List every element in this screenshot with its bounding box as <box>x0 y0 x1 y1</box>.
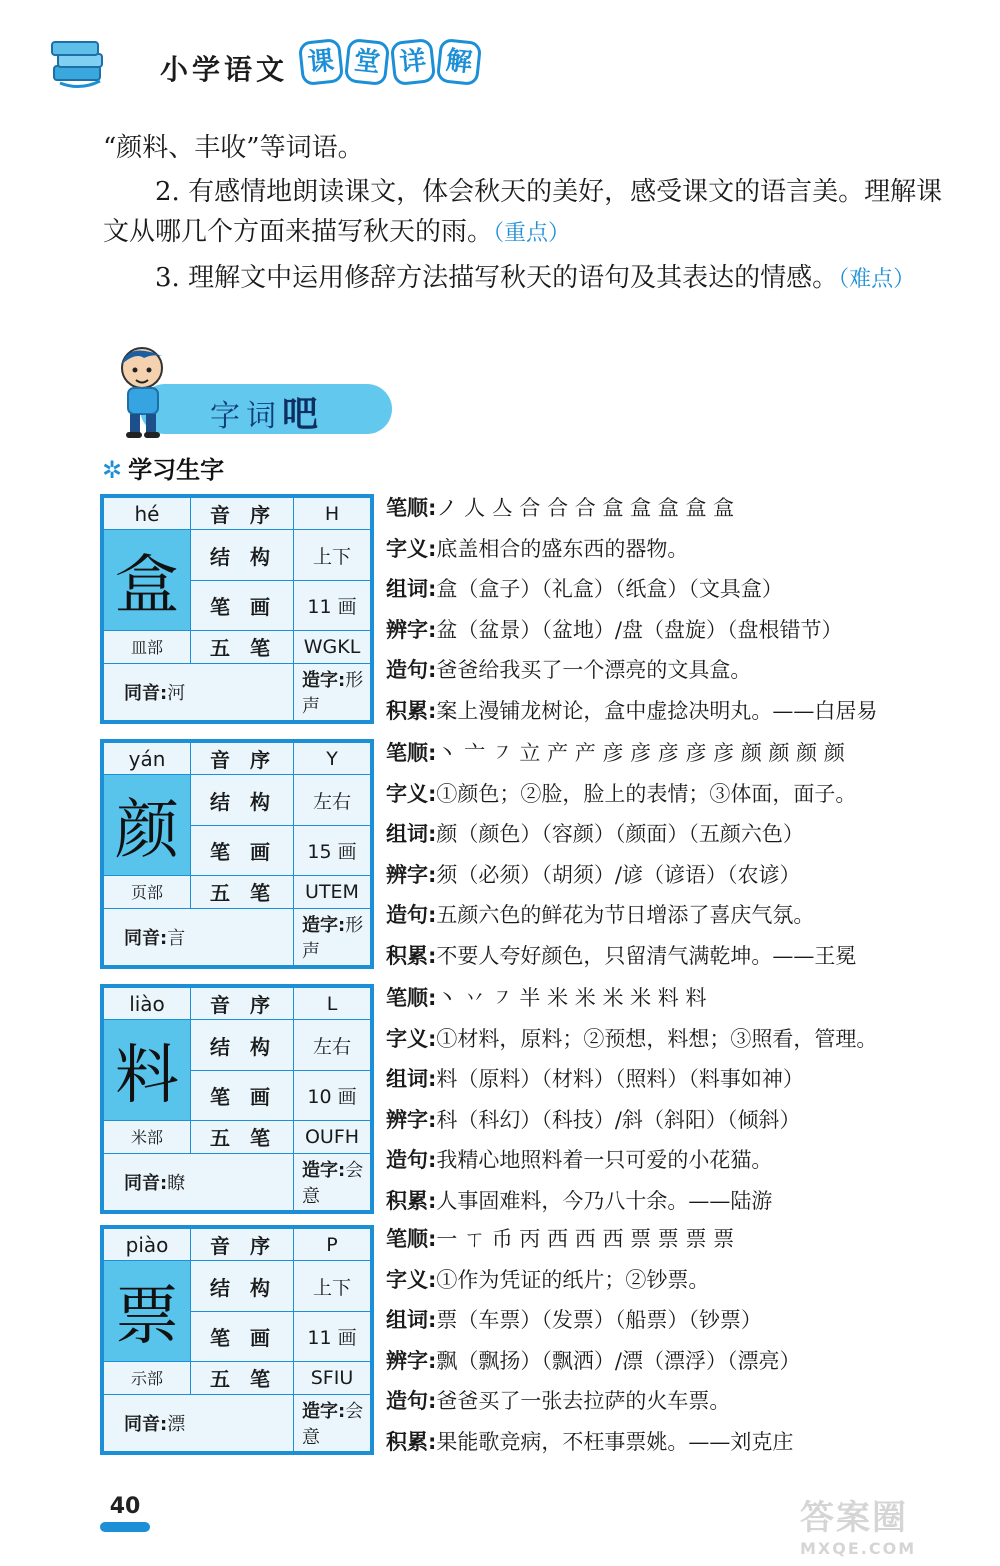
label-yinxu: 音序 <box>191 1229 294 1261</box>
label-zaozi: 造字: <box>302 669 346 691</box>
formation <box>294 663 371 720</box>
value-bishun: ノ 人 亼 合 合 合 盒 盒 盒 盒 盒 <box>436 496 735 520</box>
info-row-accumulate <box>386 1181 986 1222</box>
value-bishun: 丶 亠 ㇇ 立 产 产 彦 彦 彦 彦 彦 颜 颜 颜 颜 <box>436 741 845 765</box>
label-tongyin: 同音: <box>124 927 168 949</box>
series-title <box>300 40 480 84</box>
banner-text: 字词 <box>210 399 282 434</box>
value-tongyin: 河 <box>167 682 186 704</box>
value-tongyin: 漂 <box>167 1413 186 1435</box>
label-zaoju: 造句: <box>386 1389 437 1413</box>
label-zaoju: 造句: <box>386 903 437 927</box>
page-number-bar <box>100 1522 150 1532</box>
label-wubi: 五笔 <box>191 631 294 663</box>
value-bihua: 10 画 <box>294 1070 371 1120</box>
value-zuci: 颜（颜色）（容颜）（颜面）（五颜六色） <box>436 822 804 846</box>
character-table <box>103 1228 371 1452</box>
value-wubi: WGKL <box>294 631 371 663</box>
label-bishun: 笔顺: <box>386 496 437 520</box>
banner-emphasis: 吧 <box>282 394 325 435</box>
info-row-stroke-order <box>386 488 986 529</box>
label-zaoju: 造句: <box>386 658 437 682</box>
value-jilei: 果能歌竞病，不枉事票姚。——刘克庄 <box>436 1429 794 1454</box>
label-bishun: 笔顺: <box>386 986 437 1010</box>
homophone <box>104 908 294 965</box>
info-row-words <box>386 1300 986 1341</box>
value-yinxu: H <box>294 498 371 530</box>
character: 票 <box>104 1261 191 1362</box>
info-row-sentence <box>386 1381 986 1422</box>
value-zaoju: 五颜六色的鲜花为节日增添了喜庆气氛。 <box>436 903 815 927</box>
value-zuci: 料（原料）（材料）（照料）（料事如神） <box>436 1067 804 1091</box>
value-bianzi: 飘（飘扬）（飘洒）/漂（漂浮）（漂亮） <box>436 1348 801 1373</box>
series-char: 堂 <box>344 38 390 86</box>
info-row-words <box>386 569 986 610</box>
character: 料 <box>104 1020 191 1121</box>
info-row-meaning <box>386 529 986 570</box>
label-zaozi: 造字: <box>302 1400 346 1422</box>
pinyin: hé <box>104 498 191 530</box>
character-info <box>386 733 986 976</box>
info-row-accumulate <box>386 691 986 732</box>
value-zaozi: 会意 <box>302 1159 364 1207</box>
label-zuci: 组词: <box>386 822 437 846</box>
info-row-accumulate <box>386 1422 986 1463</box>
label-jilei: 积累: <box>386 1429 437 1454</box>
pinyin: piào <box>104 1229 191 1261</box>
label-ziyi: 字义: <box>386 1267 437 1292</box>
label-tongyin: 同音: <box>124 682 168 704</box>
objective-text: 2. 有感情地朗读课文，体会秋天的美好，感受课文的语言美。理解课文从哪几个方面来描写秋天的雨。 <box>103 177 943 247</box>
info-row-meaning <box>386 774 986 815</box>
label-jilei: 积累: <box>386 698 437 723</box>
label-jiegou: 结构 <box>191 530 294 580</box>
value-yinxu: Y <box>294 743 371 775</box>
character-card <box>100 984 374 1214</box>
value-ziyi: ①颜色；②脸，脸上的表情；③体面，面子。 <box>436 781 857 806</box>
radical: 米部 <box>104 1121 191 1153</box>
pinyin: liào <box>104 988 191 1020</box>
label-jiegou: 结构 <box>191 1020 294 1070</box>
formation <box>294 1394 371 1451</box>
label-bihua: 笔画 <box>191 825 294 875</box>
books-icon <box>50 36 110 90</box>
info-row-distinguish <box>386 855 986 896</box>
value-bianzi: 须（必须）（胡须）/谚（谚语）（农谚） <box>436 862 801 887</box>
character-table <box>103 742 371 966</box>
info-row-stroke-order <box>386 978 986 1019</box>
radical: 示部 <box>104 1362 191 1394</box>
label-bianzi: 辨字: <box>386 1348 437 1373</box>
value-bihua: 11 画 <box>294 1311 371 1361</box>
info-row-words <box>386 1059 986 1100</box>
value-zaozi: 形声 <box>302 914 364 962</box>
value-jilei: 案上漫铺龙树论，盒中虚捻决明丸。——白居易 <box>436 698 878 723</box>
value-tongyin: 言 <box>167 927 186 949</box>
info-row-distinguish <box>386 610 986 651</box>
watermark-line-1: 答案圈 <box>800 1498 908 1538</box>
value-wubi: OUFH <box>294 1121 371 1153</box>
label-zuci: 组词: <box>386 1308 437 1332</box>
value-bishun: 一 ㄒ 币 丙 西 西 西 票 票 票 票 <box>436 1227 735 1251</box>
value-jiegou: 上下 <box>294 1261 371 1311</box>
intro-paragraph-3 <box>103 258 963 300</box>
info-row-meaning <box>386 1019 986 1060</box>
label-bishun: 笔顺: <box>386 741 437 765</box>
label-zaoju: 造句: <box>386 1148 437 1172</box>
value-ziyi: 底盖相合的盛东西的器物。 <box>436 536 689 561</box>
info-row-stroke-order <box>386 733 986 774</box>
info-row-distinguish <box>386 1100 986 1141</box>
label-yinxu: 音序 <box>191 988 294 1020</box>
label-tongyin: 同音: <box>124 1413 168 1435</box>
label-zaozi: 造字: <box>302 1159 346 1181</box>
info-row-words <box>386 814 986 855</box>
series-char: 课 <box>298 38 344 86</box>
label-bishun: 笔顺: <box>386 1227 437 1251</box>
value-wubi: SFIU <box>294 1362 371 1394</box>
label-bianzi: 辨字: <box>386 862 437 887</box>
character-info <box>386 488 986 731</box>
value-zuci: 票（车票）（发票）（船票）（钞票） <box>436 1308 762 1332</box>
value-jiegou: 左右 <box>294 1020 371 1070</box>
section-title-text: 学习生字 <box>128 456 225 484</box>
section-banner <box>100 342 400 442</box>
label-zuci: 组词: <box>386 1067 437 1091</box>
series-char: 解 <box>436 38 482 86</box>
value-zaozi: 形声 <box>302 669 364 717</box>
label-jilei: 积累: <box>386 943 437 968</box>
info-row-distinguish <box>386 1341 986 1382</box>
series-char: 详 <box>390 38 436 86</box>
value-zaoju: 爸爸给我买了一个漂亮的文具盒。 <box>436 658 752 682</box>
character-table <box>103 497 371 721</box>
label-bihua: 笔画 <box>191 1311 294 1361</box>
value-jilei: 不要人夸好颜色，只留清气满乾坤。——王冕 <box>436 943 857 968</box>
key-point-tag: （重点） <box>493 221 571 246</box>
page-number-text: 40 <box>109 1494 141 1519</box>
value-yinxu: P <box>294 1229 371 1261</box>
radical: 页部 <box>104 876 191 908</box>
info-row-meaning <box>386 1260 986 1301</box>
difficulty-tag: （难点） <box>838 267 916 292</box>
pinyin: yán <box>104 743 191 775</box>
value-zaozi: 会意 <box>302 1400 364 1448</box>
value-bianzi: 科（科幻）（科技）/斜（斜阳）（倾斜） <box>436 1107 801 1132</box>
character-info <box>386 1219 986 1462</box>
info-row-sentence <box>386 895 986 936</box>
value-jiegou: 左右 <box>294 775 371 825</box>
value-bianzi: 盆（盆景）（盆地）/盘（盘旋）（盘根错节） <box>436 617 843 642</box>
label-bianzi: 辨字: <box>386 1107 437 1132</box>
label-zuci: 组词: <box>386 577 437 601</box>
label-wubi: 五笔 <box>191 1362 294 1394</box>
character-card <box>100 739 374 969</box>
value-ziyi: ①作为凭证的纸片；②钞票。 <box>436 1267 710 1292</box>
label-wubi: 五笔 <box>191 876 294 908</box>
formation <box>294 908 371 965</box>
watermark-line-2: MXQE.COM <box>800 1539 917 1558</box>
info-row-sentence <box>386 650 986 691</box>
subject-title: 小学语文 <box>160 53 289 86</box>
banner-title <box>210 386 324 437</box>
label-ziyi: 字义: <box>386 781 437 806</box>
objective-text: 3. 理解文中运用修辞方法描写秋天的语句及其表达的情感。 <box>155 263 839 293</box>
watermark <box>800 1490 980 1560</box>
homophone <box>104 1153 294 1210</box>
info-row-accumulate <box>386 936 986 977</box>
value-tongyin: 瞭 <box>167 1172 186 1194</box>
label-bianzi: 辨字: <box>386 617 437 642</box>
info-row-sentence <box>386 1140 986 1181</box>
info-row-stroke-order <box>386 1219 986 1260</box>
label-wubi: 五笔 <box>191 1121 294 1153</box>
page-header <box>50 28 474 98</box>
label-tongyin: 同音: <box>124 1172 168 1194</box>
value-zuci: 盒（盒子）（礼盒）（纸盒）（文具盒） <box>436 577 783 601</box>
label-jiegou: 结构 <box>191 775 294 825</box>
label-jilei: 积累: <box>386 1188 437 1213</box>
character-info <box>386 978 986 1221</box>
character-card <box>100 1225 374 1455</box>
value-ziyi: ①材料，原料；②预想，料想；③照看，管理。 <box>436 1026 878 1051</box>
intro-paragraph-1: “颜料、丰收”等词语。 <box>103 133 364 163</box>
value-bishun: 丶 丷 ㇇ 半 米 米 米 米 料 料 <box>436 986 707 1010</box>
character-card <box>100 494 374 724</box>
intro-paragraph-2 <box>103 172 963 254</box>
value-wubi: UTEM <box>294 876 371 908</box>
label-ziyi: 字义: <box>386 536 437 561</box>
label-ziyi: 字义: <box>386 1026 437 1051</box>
value-jiegou: 上下 <box>294 530 371 580</box>
label-yinxu: 音序 <box>191 743 294 775</box>
boy-mascot-icon <box>108 342 178 442</box>
radical: 皿部 <box>104 631 191 663</box>
value-bihua: 11 画 <box>294 580 371 630</box>
character: 盒 <box>104 530 191 631</box>
label-bihua: 笔画 <box>191 1070 294 1120</box>
label-jiegou: 结构 <box>191 1261 294 1311</box>
label-bihua: 笔画 <box>191 580 294 630</box>
formation <box>294 1153 371 1210</box>
value-zaoju: 爸爸买了一张去拉萨的火车票。 <box>436 1389 731 1413</box>
label-yinxu: 音序 <box>191 498 294 530</box>
character: 颜 <box>104 775 191 876</box>
section-title <box>102 450 224 485</box>
character-table <box>103 987 371 1211</box>
label-zaozi: 造字: <box>302 914 346 936</box>
value-bihua: 15 画 <box>294 825 371 875</box>
flower-bullet-icon: ✲ <box>102 456 123 484</box>
page-number <box>100 1492 150 1532</box>
homophone <box>104 663 294 720</box>
homophone <box>104 1394 294 1451</box>
value-zaoju: 我精心地照料着一只可爱的小花猫。 <box>436 1148 773 1172</box>
value-yinxu: L <box>294 988 371 1020</box>
value-jilei: 人事固难料，今乃八十余。——陆游 <box>436 1188 773 1213</box>
